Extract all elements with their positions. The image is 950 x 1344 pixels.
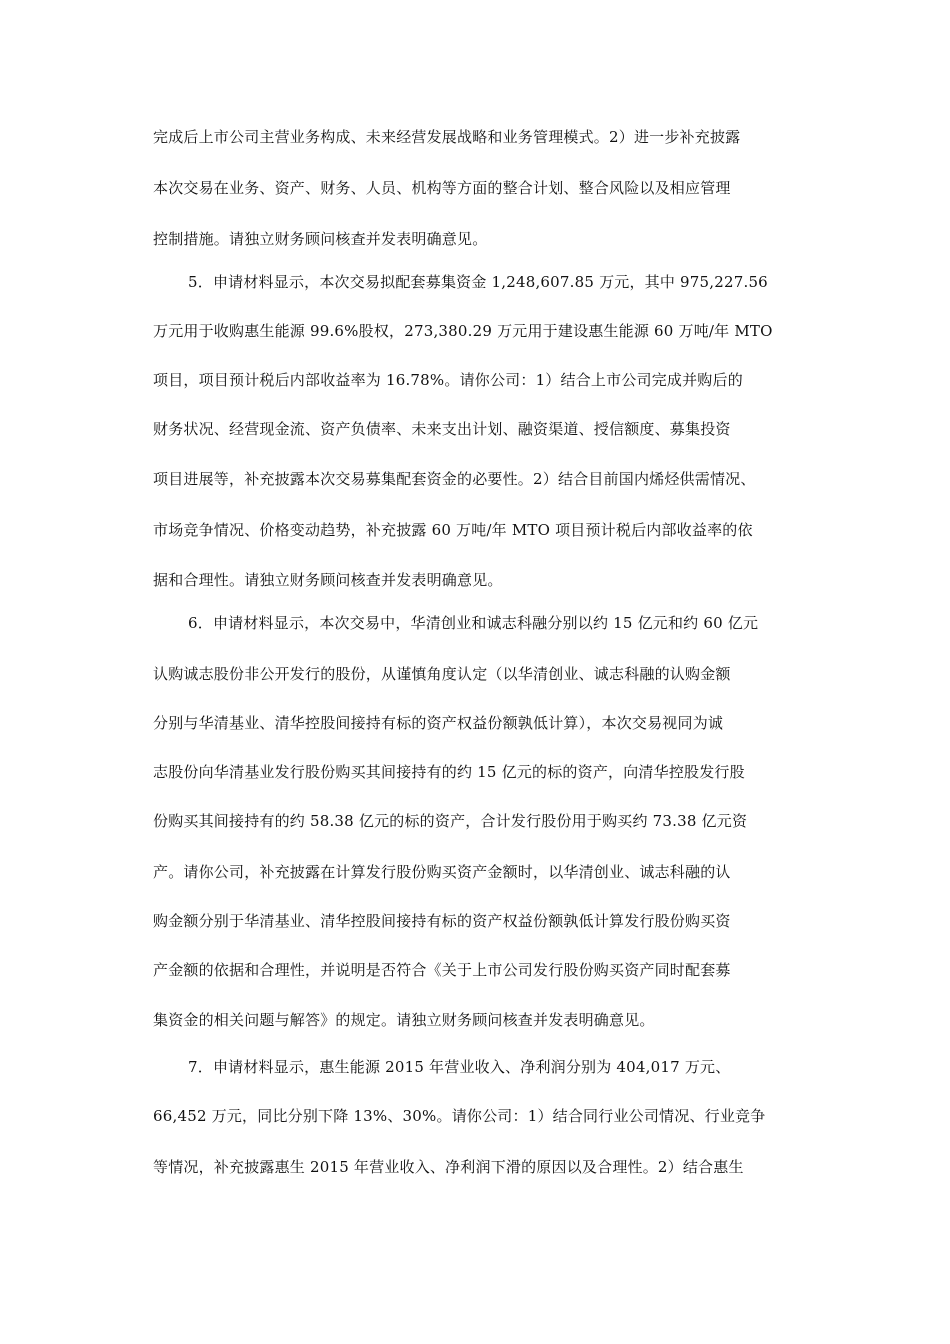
text-line: 分别与华清基业、清华控股间接持有标的资产权益份额孰低计算），本次交易视同为诚: [153, 714, 724, 732]
text-line: 据和合理性。请独立财务顾问核查并发表明确意见。: [153, 571, 503, 589]
text-line: 认购诚志股份非公开发行的股份，从谨慎角度认定（以华清创业、诚志科融的认购金额: [153, 665, 731, 683]
text-line: 产。请你公司，补充披露在计算发行股份购买资产金额时，以华清创业、诚志科融的认: [153, 863, 731, 881]
text-line: 完成后上市公司主营业务构成、未来经营发展战略和业务管理模式。2）进一步补充披露: [153, 128, 741, 146]
paragraph-start-item-7: 7．申请材料显示，惠生能源 2015 年营业收入、净利润分别为 404,017 万元、: [188, 1058, 731, 1076]
text-line: 志股份向华清基业发行股份购买其间接持有的约 15 亿元的标的资产，向清华控股发行股: [153, 763, 745, 781]
text-line: 控制措施。请独立财务顾问核查并发表明确意见。: [153, 230, 488, 248]
text-line: 产金额的依据和合理性，并说明是否符合《关于上市公司发行股份购买资产同时配套募: [153, 961, 731, 979]
text-line: 财务状况、经营现金流、资产负债率、未来支出计划、融资渠道、授信额度、募集投资: [153, 420, 731, 438]
text-line: 购金额分别于华清基业、清华控股间接持有标的资产权益份额孰低计算发行股份购买资: [153, 912, 731, 930]
text-line: 项目，项目预计税后内部收益率为 16.78%。请你公司：1）结合上市公司完成并购后的: [153, 371, 743, 389]
paragraph-start-item-6: 6．申请材料显示，本次交易中，华清创业和诚志科融分别以约 15 亿元和约 60 亿元: [188, 614, 759, 632]
text-line: 市场竞争情况、价格变动趋势，补充披露 60 万吨/年 MTO 项目预计税后内部收益率的依: [153, 521, 753, 539]
text-line: 本次交易在业务、资产、财务、人员、机构等方面的整合计划、整合风险以及相应管理: [153, 179, 731, 197]
text-line: 项目进展等，补充披露本次交易募集配套资金的必要性。2）结合目前国内烯烃供需情况、: [153, 470, 756, 488]
text-line: 66,452 万元，同比分别下降 13%、30%。请你公司：1）结合同行业公司情况、行业竞争: [153, 1107, 766, 1125]
text-line: 集资金的相关问题与解答》的规定。请独立财务顾问核查并发表明确意见。: [153, 1011, 655, 1029]
text-line: 等情况，补充披露惠生 2015 年营业收入、净利润下滑的原因以及合理性。2）结合惠生: [153, 1158, 744, 1176]
text-line: 份购买其间接持有的约 58.38 亿元的标的资产，合计发行股份用于购买约 73.38 亿元资: [153, 812, 748, 830]
text-line: 万元用于收购惠生能源 99.6%股权，273,380.29 万元用于建设惠生能源 60 万吨/年 MTO: [153, 322, 773, 340]
paragraph-start-item-5: 5．申请材料显示，本次交易拟配套募集资金 1,248,607.85 万元，其中 975,227.56: [188, 273, 768, 291]
